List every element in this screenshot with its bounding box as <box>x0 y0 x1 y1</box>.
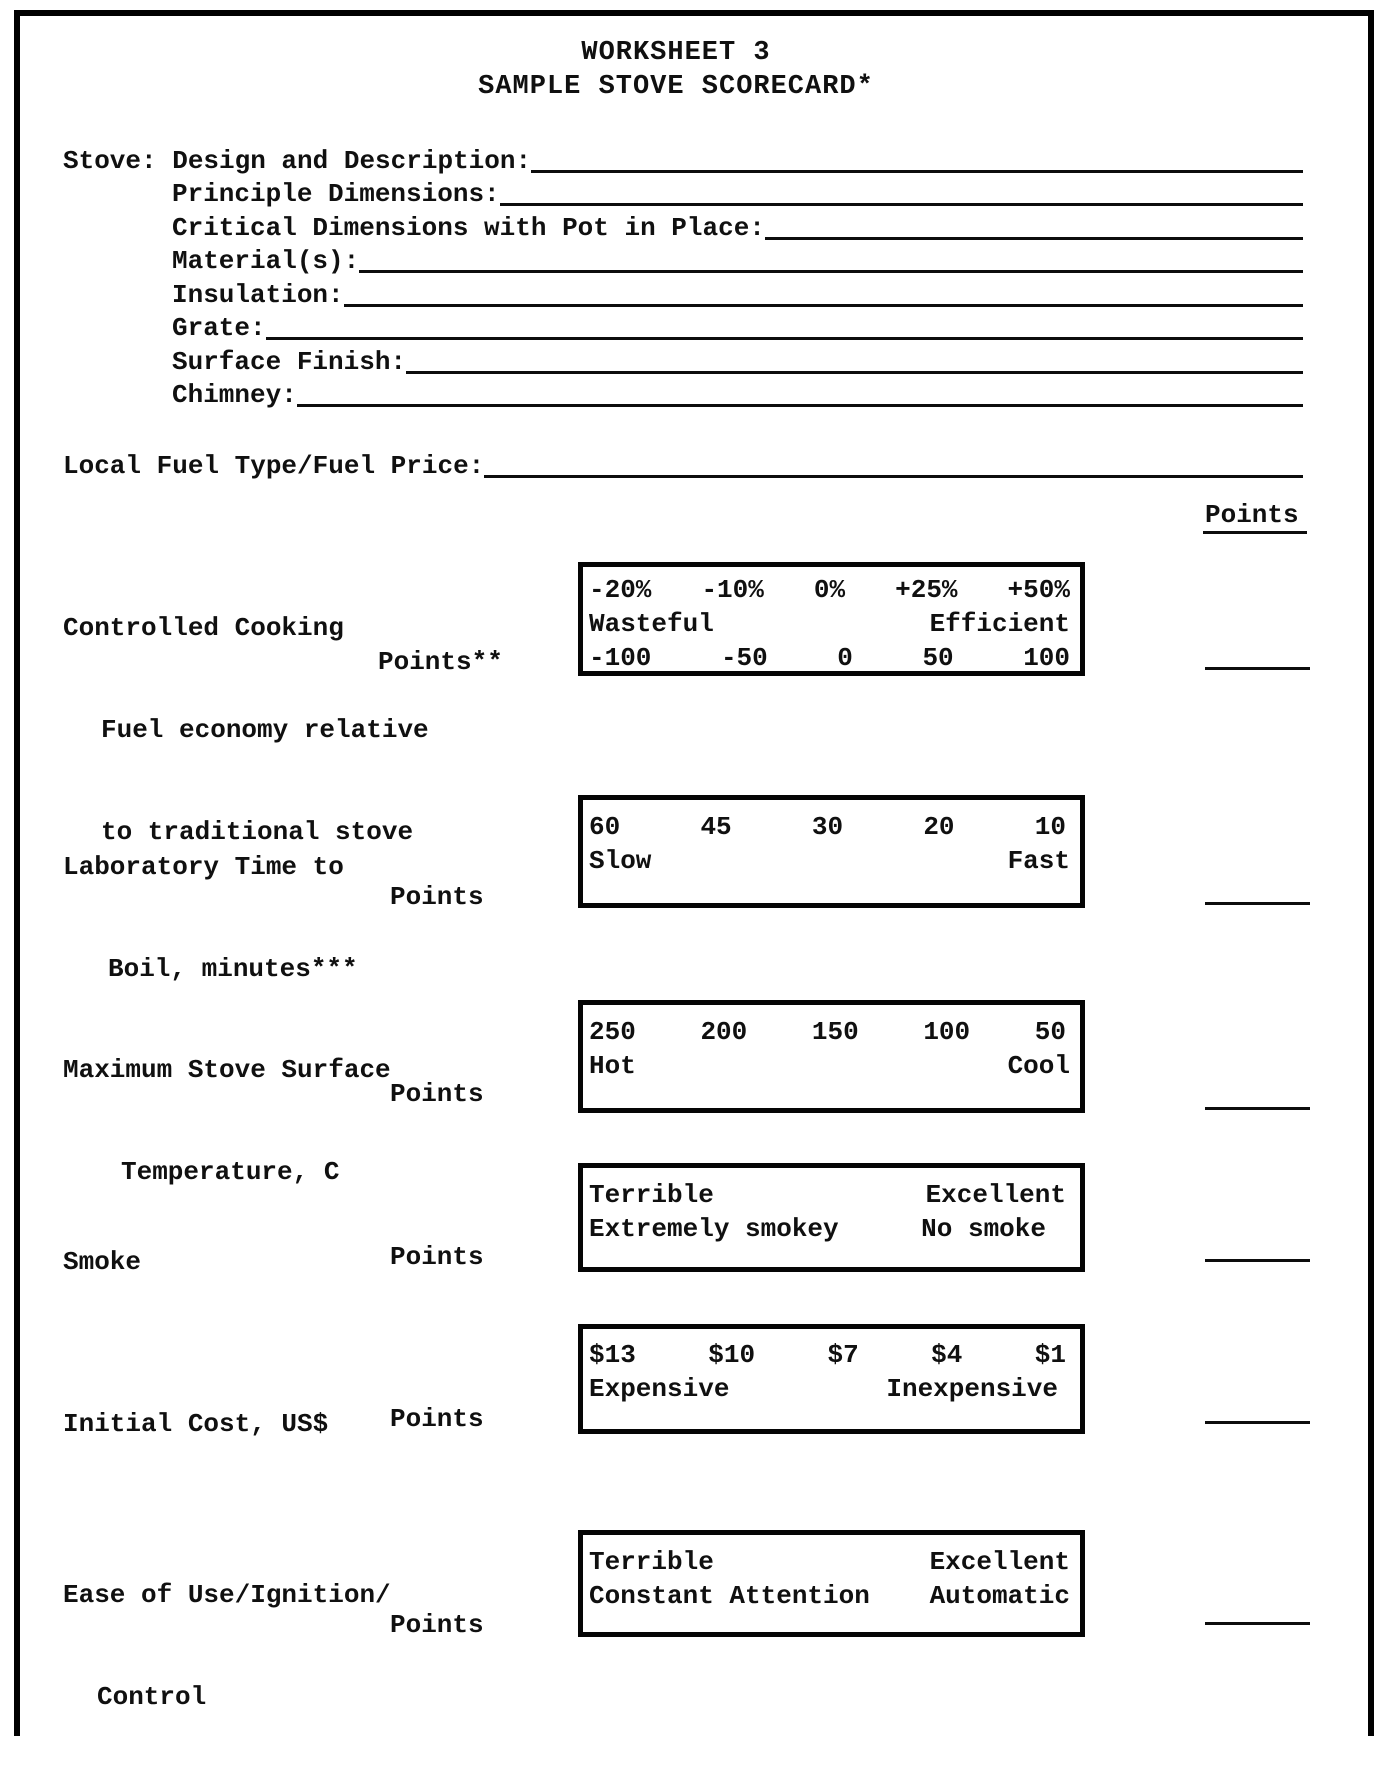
points-label: Points <box>390 1610 484 1640</box>
field-row-critical-dimensions <box>63 208 1303 242</box>
field-label: Material(s): <box>172 246 360 276</box>
points-blank <box>1205 902 1310 905</box>
scale-left-caption: Terrible <box>589 1547 714 1577</box>
scale-right-caption: Inexpensive <box>886 1374 1058 1404</box>
scale-value: 10 <box>1034 812 1066 842</box>
field-underline <box>500 203 1303 206</box>
scale-right-caption: No smoke <box>921 1214 1046 1244</box>
worksheet-title: WORKSHEET 3 <box>581 38 771 68</box>
scale-value: 200 <box>700 1017 748 1047</box>
points-blank <box>1205 1259 1310 1262</box>
scale-left-caption: Constant Attention <box>589 1581 870 1611</box>
scale-value: 250 <box>589 1017 636 1047</box>
scale-row <box>583 810 1080 844</box>
scale-caption-row <box>583 1545 1080 1579</box>
scale-left-caption: Expensive <box>589 1374 730 1404</box>
scale-value: -10% <box>701 575 764 605</box>
scale-row <box>583 573 1080 607</box>
field-underline <box>484 475 1303 478</box>
scale-value: 50 <box>922 643 954 673</box>
field-underline <box>765 237 1303 240</box>
points-blank <box>1205 1107 1310 1110</box>
scale-value: -20% <box>589 575 652 605</box>
scale-value: 50 <box>1034 1017 1066 1047</box>
scale-value: +25% <box>895 575 958 605</box>
rating-box <box>578 562 1085 676</box>
field-label: Design and Description: <box>172 145 532 176</box>
scale-caption-row <box>583 1212 1080 1246</box>
scale-caption-row <box>583 1579 1080 1613</box>
scale-left-caption: Terrible <box>589 1180 714 1210</box>
scale-value: $13 <box>589 1340 636 1370</box>
field-label: Local Fuel Type/Fuel Price: <box>63 451 485 481</box>
points-label: Points** <box>378 647 503 677</box>
scale-right-caption: Excellent <box>925 1180 1066 1210</box>
worksheet-subtitle: SAMPLE STOVE SCORECARD* <box>478 72 874 102</box>
scale-value: $7 <box>827 1340 859 1370</box>
field-label: Critical Dimensions with Pot in Place: <box>172 212 765 243</box>
field-row-local-fuel <box>63 446 1303 480</box>
scale-value: 45 <box>700 812 732 842</box>
field-label: Insulation: <box>172 279 344 310</box>
scale-value: +50% <box>1007 575 1070 605</box>
field-row-insulation <box>63 275 1303 309</box>
points-blank <box>1205 1622 1310 1625</box>
scale-right-caption: Automatic <box>929 1581 1070 1611</box>
scale-right-caption: Fast <box>1007 846 1070 876</box>
scale-row <box>583 1015 1080 1049</box>
section-label: Smoke <box>63 1247 142 1277</box>
scale-right-caption: Excellent <box>929 1547 1070 1577</box>
scale-caption-row <box>583 1178 1080 1212</box>
scale-value: 30 <box>811 812 844 842</box>
points-label: Points <box>390 882 484 912</box>
field-underline <box>359 270 1303 273</box>
scale-caption-row <box>583 607 1080 641</box>
rating-box <box>578 1530 1085 1637</box>
scale-right-caption: Cool <box>1007 1051 1070 1081</box>
field-underline <box>297 404 1303 407</box>
points-scale-row <box>583 641 1080 675</box>
field-label: Principle Dimensions: <box>172 179 500 209</box>
scale-left-caption: Hot <box>589 1051 636 1081</box>
field-label: Grate: <box>172 313 266 343</box>
field-underline <box>406 371 1303 374</box>
field-underline <box>531 170 1303 173</box>
scale-value: 100 <box>923 1017 971 1047</box>
title-block <box>0 36 1352 104</box>
field-row-grate <box>63 309 1303 343</box>
points-label: Points <box>390 1404 484 1434</box>
section-label: Ease of Use/Ignition/ Control <box>63 1580 391 1712</box>
field-underline <box>344 304 1303 307</box>
scale-caption-row <box>583 844 1080 878</box>
rating-box <box>578 1324 1085 1434</box>
scale-row <box>583 1338 1080 1372</box>
stove-fields <box>63 141 1303 409</box>
scale-value: 60 <box>589 812 621 842</box>
scale-left-caption: Extremely smokey <box>589 1214 839 1244</box>
scale-caption-row <box>583 1049 1080 1083</box>
scale-value: $1 <box>1034 1340 1066 1370</box>
scale-value: 0% <box>813 575 846 605</box>
rating-box <box>578 795 1085 908</box>
points-blank <box>1205 1421 1310 1424</box>
rating-box <box>578 1163 1085 1272</box>
scale-left-caption: Slow <box>589 846 652 876</box>
stove-prefix: Stove: <box>63 145 173 176</box>
scale-value: $4 <box>931 1340 963 1370</box>
field-row-principle-dimensions <box>63 175 1303 209</box>
scale-value: 100 <box>1023 643 1070 673</box>
points-column-header: Points <box>1203 500 1307 534</box>
field-row-chimney <box>63 376 1303 410</box>
scale-value: 0 <box>837 643 853 673</box>
field-label: Chimney: <box>172 380 297 410</box>
scale-right-caption: Efficient <box>929 609 1070 639</box>
scale-value: 20 <box>923 812 955 842</box>
rating-box <box>578 1000 1085 1113</box>
section-label: Laboratory Time to Boil, minutes*** <box>63 852 358 984</box>
scale-caption-row <box>583 1372 1080 1406</box>
scale-value: $10 <box>708 1340 756 1370</box>
points-label: Points <box>390 1079 484 1109</box>
section-label: Initial Cost, US$ <box>63 1409 329 1439</box>
section-label: Maximum Stove Surface Temperature, C <box>63 1055 391 1187</box>
points-blank <box>1205 667 1310 670</box>
scale-value: -50 <box>720 643 768 673</box>
field-row-materials <box>63 242 1303 276</box>
field-underline <box>266 337 1303 340</box>
points-label: Points <box>390 1242 484 1272</box>
field-row-design <box>63 141 1303 175</box>
scale-value: -100 <box>589 643 652 673</box>
field-label: Surface Finish: <box>172 346 407 377</box>
section-label: Controlled Cooking Fuel economy relative to traditional stove <box>63 613 429 847</box>
scale-left-caption: Wasteful <box>589 609 714 639</box>
scale-value: 150 <box>811 1017 859 1047</box>
field-row-surface-finish <box>63 342 1303 376</box>
